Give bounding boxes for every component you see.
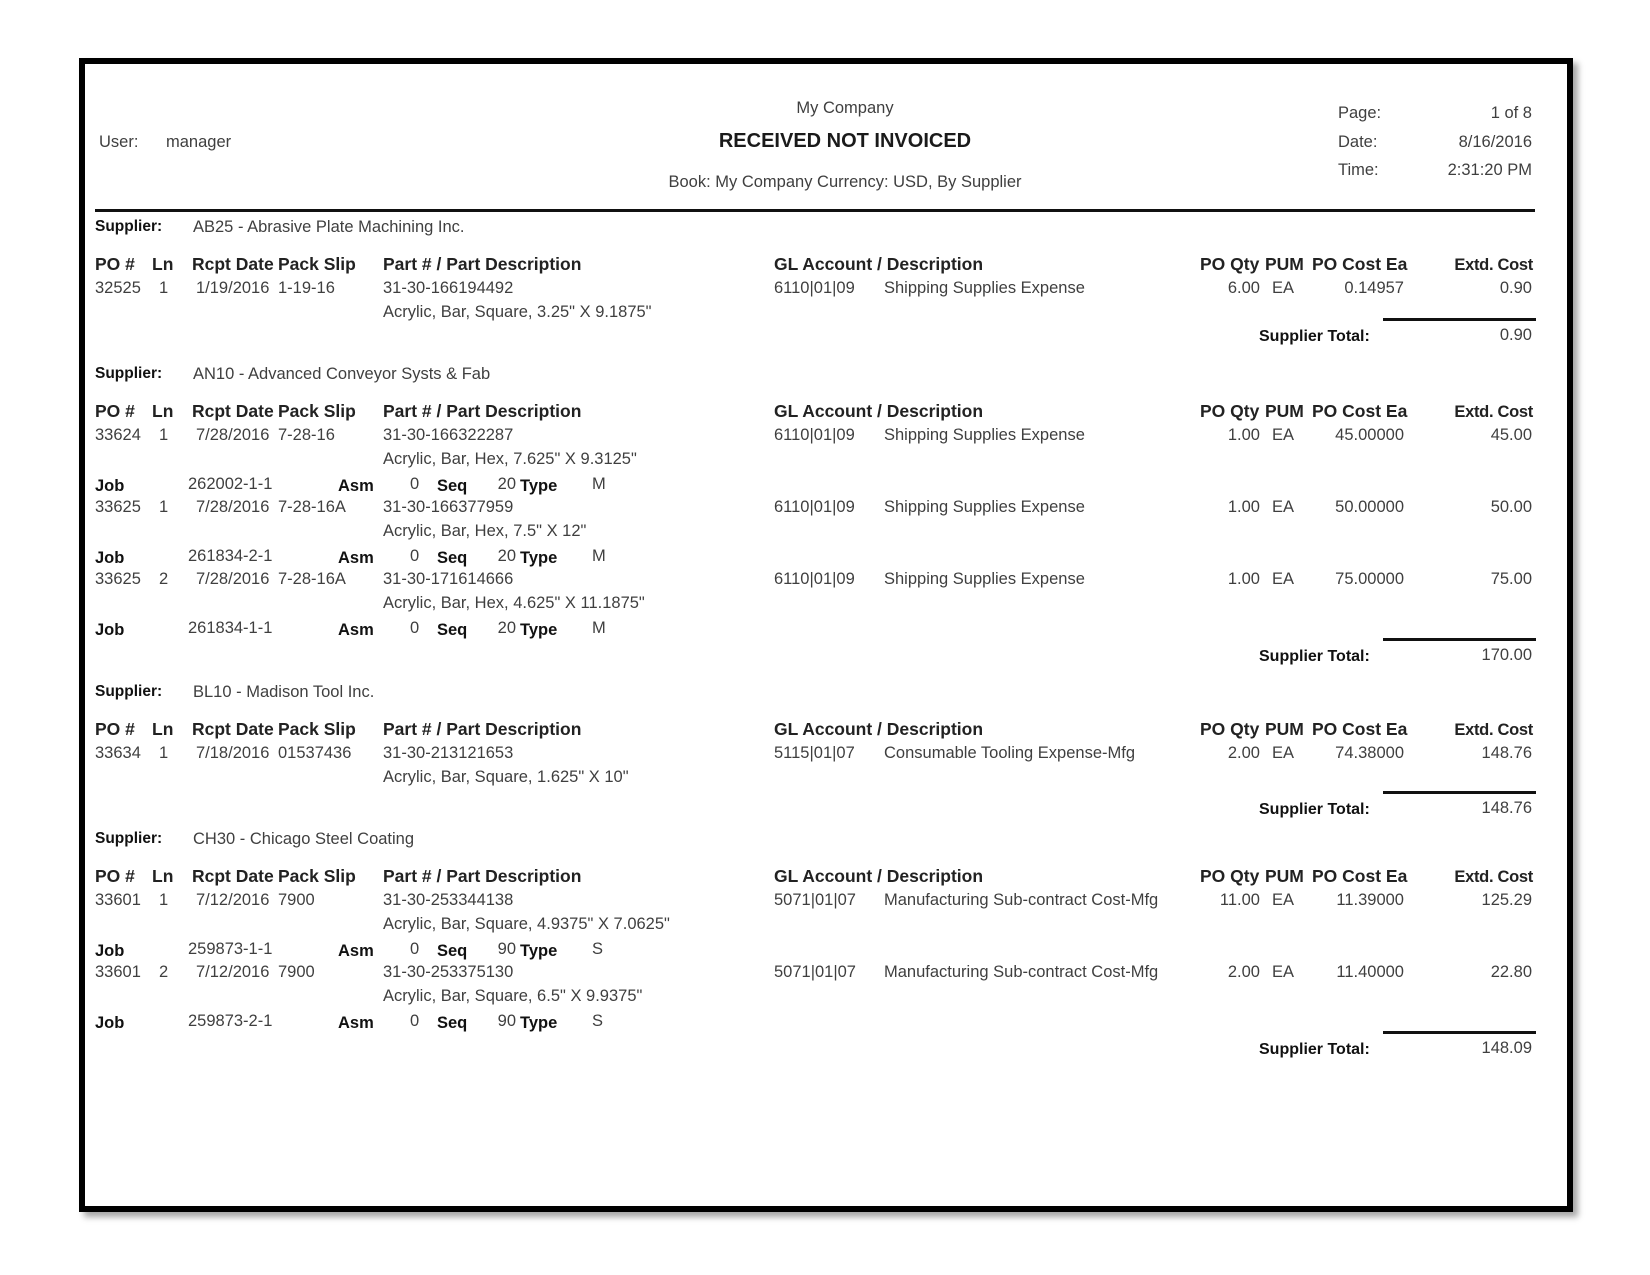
- receipt-date: 7/12/2016: [196, 890, 270, 909]
- po-qty: 1.00: [1227, 569, 1260, 588]
- job-label: Job: [95, 620, 125, 639]
- extended-cost: 45.00: [1490, 425, 1532, 444]
- report-time: 2:31:20 PM: [1447, 161, 1532, 179]
- col-header-gl: GL Account / Description: [774, 401, 984, 421]
- extended-cost: 125.29: [1481, 890, 1532, 909]
- gl-account: 5071|01|07: [774, 890, 856, 909]
- part-description: Acrylic, Bar, Square, 6.5" X 9.9375": [383, 987, 643, 1005]
- seq-value: 90: [497, 1011, 516, 1030]
- company-name: My Company: [796, 99, 894, 117]
- type-value: S: [592, 1011, 604, 1030]
- page-number: 1 of 8: [1490, 104, 1532, 122]
- pum: EA: [1272, 962, 1295, 981]
- col-header-po-cost: PO Cost Ea: [1312, 719, 1408, 739]
- pum: EA: [1272, 569, 1295, 588]
- part-description: Acrylic, Bar, Hex, 7.5" X 12": [383, 522, 587, 540]
- job-number: 261834-1-1: [188, 618, 273, 637]
- type-label: Type: [520, 548, 558, 567]
- seq-value: 90: [497, 939, 516, 958]
- pack-slip: 1-19-16: [278, 278, 335, 297]
- col-header-part: Part # / Part Description: [383, 866, 582, 886]
- pack-slip: 7-28-16: [278, 425, 335, 444]
- pum: EA: [1272, 425, 1295, 444]
- report-date: 8/16/2016: [1458, 133, 1532, 151]
- col-header-po-qty: PO Qty: [1200, 719, 1260, 739]
- col-header-po: PO #: [95, 866, 135, 886]
- part-number: 31-30-213121653: [383, 743, 514, 762]
- col-header-po: PO #: [95, 401, 135, 421]
- col-header-ln: Ln: [152, 401, 174, 421]
- seq-value: 20: [497, 474, 516, 493]
- pack-slip: 7-28-16A: [278, 569, 346, 588]
- user-label: User:: [99, 133, 139, 151]
- col-header-ln: Ln: [152, 866, 174, 886]
- gl-description: Shipping Supplies Expense: [884, 497, 1085, 516]
- gl-description: Shipping Supplies Expense: [884, 278, 1085, 297]
- seq-label: Seq: [437, 1013, 468, 1032]
- type-value: M: [592, 546, 606, 565]
- part-number: 31-30-253344138: [383, 890, 514, 909]
- receipt-date: 7/12/2016: [196, 962, 270, 981]
- part-number: 31-30-171614666: [383, 569, 514, 588]
- gl-description: Manufacturing Sub-contract Cost-Mfg: [884, 890, 1159, 909]
- gl-description: Shipping Supplies Expense: [884, 425, 1085, 444]
- type-label: Type: [520, 476, 558, 495]
- line-number: 1: [159, 425, 169, 444]
- type-value: M: [592, 474, 606, 493]
- supplier-total-value: 148.09: [1481, 1038, 1532, 1057]
- col-header-ln: Ln: [152, 719, 174, 739]
- asm-label: Asm: [338, 548, 374, 567]
- extended-cost: 0.90: [1499, 278, 1532, 297]
- total-rule: [1383, 1031, 1536, 1034]
- col-header-part: Part # / Part Description: [383, 254, 582, 274]
- col-header-pum: PUM: [1265, 866, 1304, 886]
- supplier-total-label: Supplier Total:: [1259, 647, 1370, 665]
- seq-label: Seq: [437, 941, 468, 960]
- seq-value: 20: [497, 618, 516, 637]
- asm-label: Asm: [338, 620, 374, 639]
- gl-account: 6110|01|09: [774, 278, 855, 297]
- total-rule: [1383, 318, 1536, 321]
- col-header-extd-cost: Extd. Cost: [1454, 403, 1533, 421]
- col-header-pack-slip: Pack Slip: [278, 401, 356, 421]
- part-description: Acrylic, Bar, Square, 4.9375" X 7.0625": [383, 915, 670, 933]
- col-header-part: Part # / Part Description: [383, 719, 582, 739]
- pack-slip: 01537436: [278, 743, 352, 762]
- po-qty: 2.00: [1227, 962, 1260, 981]
- total-rule: [1383, 791, 1536, 794]
- po-number: 33624: [95, 425, 141, 444]
- job-label: Job: [95, 1013, 125, 1032]
- po-number: 33601: [95, 890, 141, 909]
- part-number: 31-30-166322287: [383, 425, 514, 444]
- col-header-ln: Ln: [152, 254, 174, 274]
- po-cost-each: 50.00000: [1335, 497, 1404, 516]
- col-header-gl: GL Account / Description: [774, 719, 984, 739]
- col-header-rcpt-date: Rcpt Date: [192, 401, 274, 421]
- col-header-extd-cost: Extd. Cost: [1454, 868, 1533, 886]
- extended-cost: 50.00: [1490, 497, 1532, 516]
- receipt-date: 1/19/2016: [196, 278, 270, 297]
- col-header-extd-cost: Extd. Cost: [1454, 721, 1533, 739]
- extended-cost: 75.00: [1490, 569, 1532, 588]
- col-header-po-cost: PO Cost Ea: [1312, 254, 1408, 274]
- supplier-total-value: 170.00: [1481, 645, 1532, 664]
- user-value: manager: [166, 133, 232, 151]
- part-number: 31-30-166194492: [383, 278, 514, 297]
- asm-label: Asm: [338, 941, 374, 960]
- gl-account: 6110|01|09: [774, 497, 855, 516]
- line-number: 1: [159, 890, 169, 909]
- asm-value: 0: [410, 618, 420, 637]
- part-description: Acrylic, Bar, Square, 1.625" X 10": [383, 768, 629, 786]
- po-qty: 6.00: [1227, 278, 1260, 297]
- asm-value: 0: [410, 1011, 420, 1030]
- col-header-rcpt-date: Rcpt Date: [192, 254, 274, 274]
- line-number: 1: [159, 743, 169, 762]
- asm-label: Asm: [338, 1013, 374, 1032]
- gl-description: Shipping Supplies Expense: [884, 569, 1085, 588]
- col-header-po-qty: PO Qty: [1200, 254, 1260, 274]
- po-qty: 1.00: [1227, 497, 1260, 516]
- po-cost-each: 0.14957: [1344, 278, 1404, 297]
- header-divider: [95, 209, 1535, 212]
- receipt-date: 7/18/2016: [196, 743, 270, 762]
- job-number: 259873-1-1: [188, 939, 273, 958]
- col-header-po-qty: PO Qty: [1200, 866, 1260, 886]
- col-header-part: Part # / Part Description: [383, 401, 582, 421]
- col-header-po-qty: PO Qty: [1200, 401, 1260, 421]
- pack-slip: 7900: [278, 890, 315, 909]
- job-number: 262002-1-1: [188, 474, 273, 493]
- line-number: 2: [159, 569, 169, 588]
- line-number: 1: [159, 497, 169, 516]
- extended-cost: 148.76: [1481, 743, 1532, 762]
- supplier-name: BL10 - Madison Tool Inc.: [193, 683, 375, 701]
- part-number: 31-30-253375130: [383, 962, 514, 981]
- report-subtitle: Book: My Company Currency: USD, By Supplier: [668, 173, 1022, 191]
- supplier-label: Supplier:: [95, 830, 163, 847]
- po-qty: 1.00: [1227, 425, 1260, 444]
- type-label: Type: [520, 620, 558, 639]
- type-label: Type: [520, 1013, 558, 1032]
- col-header-po: PO #: [95, 719, 135, 739]
- job-number: 261834-2-1: [188, 546, 273, 565]
- part-description: Acrylic, Bar, Square, 3.25" X 9.1875": [383, 303, 652, 321]
- po-cost-each: 11.39000: [1336, 890, 1404, 909]
- po-cost-each: 75.00000: [1335, 569, 1404, 588]
- col-header-po: PO #: [95, 254, 135, 274]
- pum: EA: [1272, 743, 1295, 762]
- col-header-pack-slip: Pack Slip: [278, 254, 356, 274]
- po-number: 33625: [95, 497, 141, 516]
- type-value: S: [592, 939, 604, 958]
- supplier-name: AB25 - Abrasive Plate Machining Inc.: [193, 218, 465, 236]
- gl-account: 5071|01|07: [774, 962, 856, 981]
- line-number: 1: [159, 278, 169, 297]
- receipt-date: 7/28/2016: [196, 569, 270, 588]
- total-rule: [1383, 638, 1536, 641]
- col-header-rcpt-date: Rcpt Date: [192, 719, 274, 739]
- asm-value: 0: [410, 546, 420, 565]
- supplier-label: Supplier:: [95, 218, 163, 235]
- seq-label: Seq: [437, 476, 468, 495]
- receipt-date: 7/28/2016: [196, 497, 270, 516]
- date-label: Date:: [1338, 133, 1378, 151]
- supplier-total-value: 148.76: [1481, 798, 1532, 817]
- col-header-pum: PUM: [1265, 719, 1304, 739]
- po-number: 32525: [95, 278, 141, 297]
- type-label: Type: [520, 941, 558, 960]
- part-number: 31-30-166377959: [383, 497, 514, 516]
- supplier-total-value: 0.90: [1499, 325, 1532, 344]
- supplier-label: Supplier:: [95, 365, 163, 382]
- gl-account: 6110|01|09: [774, 425, 855, 444]
- po-cost-each: 74.38000: [1335, 743, 1404, 762]
- col-header-pack-slip: Pack Slip: [278, 719, 356, 739]
- pum: EA: [1272, 497, 1295, 516]
- po-cost-each: 11.40000: [1336, 962, 1404, 981]
- job-label: Job: [95, 476, 125, 495]
- supplier-total-label: Supplier Total:: [1259, 327, 1370, 345]
- po-qty: 11.00: [1219, 890, 1260, 909]
- gl-description: Manufacturing Sub-contract Cost-Mfg: [884, 962, 1159, 981]
- job-label: Job: [95, 548, 125, 567]
- part-description: Acrylic, Bar, Hex, 7.625" X 9.3125": [383, 450, 637, 468]
- pum: EA: [1272, 890, 1295, 909]
- job-number: 259873-2-1: [188, 1011, 273, 1030]
- seq-value: 20: [497, 546, 516, 565]
- asm-value: 0: [410, 474, 420, 493]
- gl-account: 6110|01|09: [774, 569, 855, 588]
- asm-label: Asm: [338, 476, 374, 495]
- supplier-total-label: Supplier Total:: [1259, 800, 1370, 818]
- gl-account: 5115|01|07: [774, 743, 855, 762]
- seq-label: Seq: [437, 620, 468, 639]
- line-number: 2: [159, 962, 169, 981]
- type-value: M: [592, 618, 606, 637]
- supplier-label: Supplier:: [95, 683, 163, 700]
- po-number: 33634: [95, 743, 141, 762]
- po-qty: 2.00: [1227, 743, 1260, 762]
- col-header-pum: PUM: [1265, 401, 1304, 421]
- col-header-pum: PUM: [1265, 254, 1304, 274]
- report-title: RECEIVED NOT INVOICED: [718, 130, 972, 152]
- col-header-extd-cost: Extd. Cost: [1454, 256, 1533, 274]
- pack-slip: 7900: [278, 962, 315, 981]
- asm-value: 0: [410, 939, 420, 958]
- gl-description: Consumable Tooling Expense-Mfg: [884, 743, 1136, 762]
- po-cost-each: 45.00000: [1335, 425, 1404, 444]
- seq-label: Seq: [437, 548, 468, 567]
- col-header-rcpt-date: Rcpt Date: [192, 866, 274, 886]
- receipt-date: 7/28/2016: [196, 425, 270, 444]
- job-label: Job: [95, 941, 125, 960]
- page-label: Page:: [1338, 104, 1382, 122]
- po-number: 33625: [95, 569, 141, 588]
- part-description: Acrylic, Bar, Hex, 4.625" X 11.1875": [383, 594, 645, 612]
- supplier-name: AN10 - Advanced Conveyor Systs & Fab: [193, 365, 491, 383]
- time-label: Time:: [1338, 161, 1379, 179]
- supplier-name: CH30 - Chicago Steel Coating: [193, 830, 415, 848]
- po-number: 33601: [95, 962, 141, 981]
- col-header-gl: GL Account / Description: [774, 254, 984, 274]
- col-header-po-cost: PO Cost Ea: [1312, 866, 1408, 886]
- pum: EA: [1272, 278, 1295, 297]
- extended-cost: 22.80: [1490, 962, 1532, 981]
- col-header-pack-slip: Pack Slip: [278, 866, 356, 886]
- col-header-gl: GL Account / Description: [774, 866, 984, 886]
- col-header-po-cost: PO Cost Ea: [1312, 401, 1408, 421]
- supplier-total-label: Supplier Total:: [1259, 1040, 1370, 1058]
- pack-slip: 7-28-16A: [278, 497, 346, 516]
